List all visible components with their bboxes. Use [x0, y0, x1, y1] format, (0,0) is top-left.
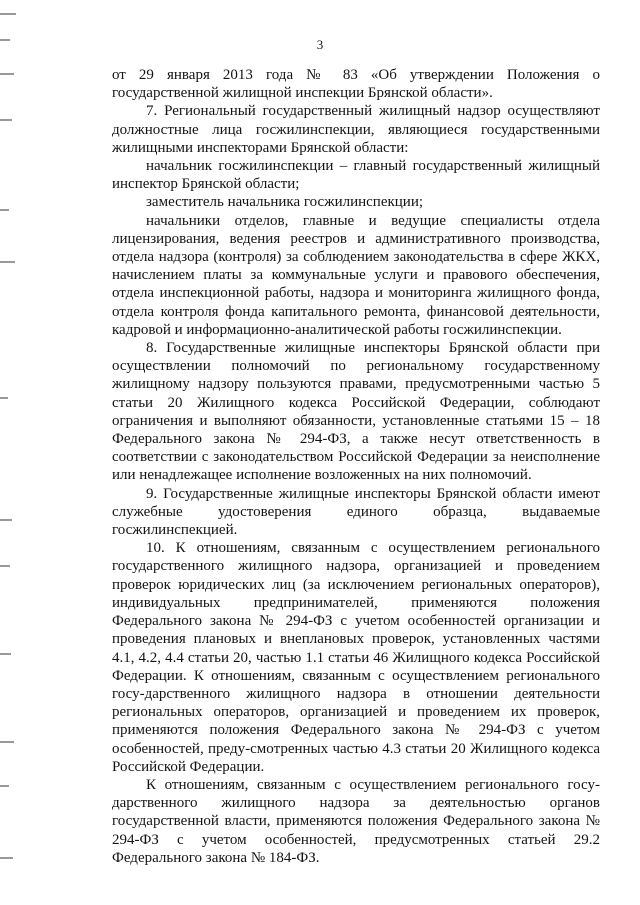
paragraph: 10. К отношениям, связанным с осуществлением регионального государственного жилищного надзора, организацией и проведением проверок юридических лиц (за исключением региональных операторов), индивидуальных предпринимателей, применяются положения Федерального закона № 294-ФЗ с учетом особенностей организации и проведения плановых и внеплановых проверок, установленных частями 4.1, 4.2, 4.4 статьи 20, частью 1.1 статьи 46 Жилищного кодекса Российской Федерации. К отношениям, связанным с осуществлением регионального госу-дарственного жилищного надзора в отношении деятельности региональных операторов, организацией и проведением их проверок, применяются положения Федерального закона № 294-ФЗ с учетом особенностей, преду-смотренных частью 4.3 статьи 20 Жилищного кодекса Российской Федерации. [112, 540, 600, 775]
paragraph: 7. Региональный государственный жилищный надзор осуществляют должностные лица госжилинспекции, являющиеся государственными жилищными инспекторами Брянской области: [112, 103, 600, 156]
paragraph: 8. Государственные жилищные инспекторы Брянской области при осуществлении полномочий по региональному государственному жилищному надзору пользуются правами, предусмотренными частью 5 статьи 20 Жилищного кодекса Российской Федерации, соблюдают ограничения и выполняют обязанности, установленные статьями 15 – 18 Федерального закона № 294-ФЗ, а также несут ответственность в соответствии с законодательством Российской Федерации за неисполнение или ненадлежащее исполнение возложенных на них полномочий. [112, 340, 600, 484]
paragraph: начальники отделов, главные и ведущие специалисты отдела лицензирования, ведения реестров и административного производства, отдела надзора (контроля) за соблюдением законодательства в сфере ЖКХ, начислением платы за коммунальные услуги и правового обеспечения, отдела инспекционной работы, надзора и мониторинга жилищного фонда, отдела контроля фонда капитального ремонта, финансовой деятельности, кадровой и информационно-аналитической работы госжилинспекции. [112, 212, 600, 338]
paragraph: К отношениям, связанным с осуществлением регионального госу-дарственного жилищного надзора за деятельностью органов государственной власти, применяются положения Федерального закона № 294-ФЗ с учетом особенностей, предусмотренных статьей 29.2 Федерального закона № 184-ФЗ. [112, 776, 600, 866]
scan-edge-marks [0, 0, 22, 905]
paragraph: начальник госжилинспекции – главный государственный жилищный инспектор Брянской области; [112, 158, 600, 193]
page-number: 3 [316, 37, 324, 52]
paragraph: заместитель начальника госжилинспекции; [146, 194, 424, 211]
paragraph: 9. Государственные жилищные инспекторы Брянской области имеют служебные удостоверения единого образца, выдаваемые госжилинспекцией. [112, 485, 600, 539]
document-body [112, 66, 600, 867]
paragraph: от 29 января 2013 года № 83 «Об утверждении Положения о государственной жилищной инспекции Брянской области». [112, 67, 600, 102]
